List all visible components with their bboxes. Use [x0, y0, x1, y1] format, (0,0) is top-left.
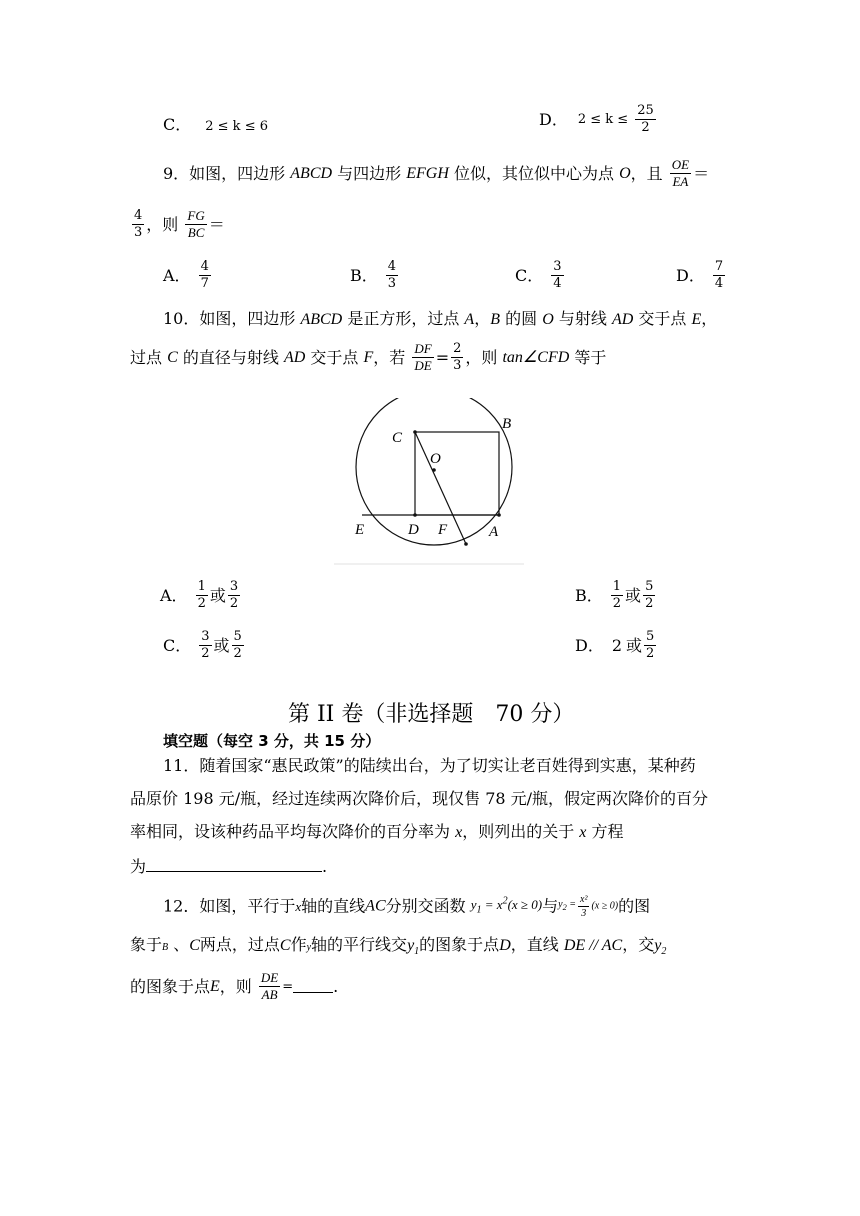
- label-e: E: [355, 522, 365, 538]
- q8-option-c-expr: 2 ≤ k ≤ 6: [205, 119, 268, 134]
- section-subtitle: 填空题（每空 3 分，共 15 分）: [163, 732, 381, 750]
- q10-line2: 过点 C 的直径与射线 AD 交于点 F，若 $\frac{DF}{DE}$ = $\frac{2}{3}$ ，则 tan∠CFD 等于: [130, 341, 607, 374]
- q10-condition-fraction-1: $\frac{DF}{DE}$: [414, 341, 432, 374]
- q10-option-b: B． $\frac{1}{2}$ 或 $\frac{5}{2}$: [575, 579, 654, 612]
- q11-line2: 品原价 198 元/瓶，经过连续两次降价后，现仅售 78 元/瓶，假定两次降价的百分: [130, 789, 709, 808]
- q9-ratio-fraction: $\frac{OE}{EA}$: [671, 157, 690, 190]
- q8-option-d-fraction: $\frac{25}{2}$: [637, 103, 654, 136]
- label-d: D: [408, 522, 419, 538]
- q10-option-c: C． $\frac{3}{2}$ 或 $\frac{5}{2}$: [163, 629, 242, 662]
- label-b: B: [502, 416, 512, 432]
- q8-option-d: D． 2 ≤ k ≤ $\frac{25}{2}$: [539, 103, 654, 136]
- q10-line1: 10．如图，四边形 ABCD 是正方形，过点 A，B 的圆 O 与射线 AD 交于点 E，: [163, 309, 718, 328]
- q10-condition-fraction-2: $\frac{2}{3}$: [453, 341, 462, 374]
- q12-line3: 的图象于点E，则 $\frac{DE}{AB}$ = .: [130, 970, 339, 1003]
- label-f: F: [438, 522, 448, 538]
- q9-option-a: A． $\frac{4}{7}$: [163, 259, 209, 292]
- q9-option-b: B． $\frac{4}{3}$: [350, 259, 397, 292]
- q9-option-c: C． $\frac{3}{4}$: [515, 259, 562, 292]
- q12-function-1: $y_1 = x^2(x \ge 0)$: [470, 896, 543, 916]
- q12-line2: 象于B 、C两点，过点C作y轴的平行线交$y_1$的图象于点D，直线 DE // AC，交$y_2$: [130, 935, 667, 958]
- label-c: C: [392, 430, 403, 446]
- q11-line4: 为 .: [130, 857, 328, 876]
- label-o: O: [430, 451, 441, 467]
- q9-ask-fraction: $\frac{FG}{BC}$: [187, 208, 205, 241]
- q11-line1: 11．随着国家“惠民政策”的陆续出台，为了切实让老百姓得到实惠，某种药: [163, 756, 696, 775]
- q8-option-c: C． 2 ≤ k ≤ 6: [163, 115, 268, 134]
- q11-line3: 率相同，设该种药品平均每次降价的百分率为 x，则列出的关于 x 方程: [130, 822, 624, 841]
- q9-line1: 9．如图，四边形 ABCD 与四边形 EFGH 位似，其位似中心为点 O，且 $\frac{OE}{EA}$ ＝: [163, 157, 710, 190]
- label-a: A: [489, 524, 499, 540]
- q9-given-fraction: $\frac{4}{3}$: [134, 208, 143, 241]
- q11-answer-blank[interactable]: [146, 857, 322, 872]
- section-title: 第 II 卷（非选择题 70 分）: [288, 702, 575, 727]
- q12-answer-fraction: $\frac{DE}{AB}$: [260, 970, 279, 1003]
- q9-option-d: D． $\frac{7}{4}$: [676, 259, 724, 292]
- q12-function-2: $y_2$ =: [558, 899, 577, 913]
- q10-circle-figure: [332, 398, 526, 566]
- q12-line1: 12．如图，平行于x轴的直线AC分别交函数 $y_1 = x^2(x \ge 0)$与$y_2$ = $\frac{\text{x²}}{3}$ (x ≥ 0)的图: [163, 894, 651, 919]
- q12-answer-blank[interactable]: [293, 980, 333, 993]
- q9-line2: $\frac{4}{3}$ ，则 $\frac{FG}{BC}$ ＝: [134, 208, 225, 241]
- q10-option-a: A． $\frac{1}{2}$ 或 $\frac{3}{2}$: [160, 579, 239, 612]
- q10-option-d: D． 2 或 $\frac{5}{2}$: [575, 629, 655, 662]
